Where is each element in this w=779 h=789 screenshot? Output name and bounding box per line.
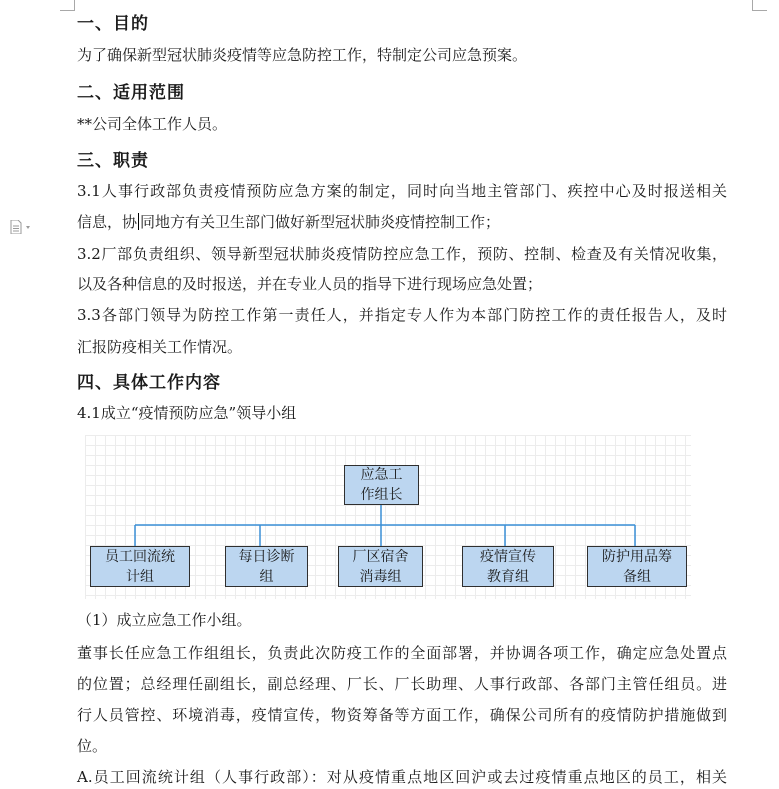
text-cursor — [138, 213, 139, 230]
document-options-icon[interactable] — [10, 219, 34, 233]
group-a-line1: A.员工回流统计组（人事行政部）：对从疫情重点地区回沪或去过疫情重点地区的员工，相关 — [77, 768, 727, 786]
org-node-label: 每日诊断 组 — [238, 548, 295, 585]
paragraph-line3: 行人员管控、环境消毒，疫情宣传，物资筹备等方面工作，确保公司所有的疫情防护措施做到 — [77, 706, 727, 724]
section-2-heading: 二、适用范围 — [77, 83, 185, 103]
paragraph-line2: 的位置；总经理任副组长，副总经理、厂长、厂长助理、人事行政部、各部门主管任组员。进 — [77, 675, 727, 693]
section-2-text: **公司全体工作人员。 — [77, 115, 228, 133]
org-node-label: 防护用品筹 备组 — [602, 548, 672, 585]
org-node-label: 疫情宣传 教育组 — [480, 548, 536, 585]
chevron-down-icon — [26, 226, 30, 229]
duty-3-3-line1: 3.3各部门领导为防控工作第一责任人，并指定专人作为本部门防控工作的责任报告人，及时 — [77, 306, 727, 324]
duty-3-2-line1: 3.2厂部负责组织、领导新型冠状肺炎疫情防控应急工作，预防、控制、检查及有关情况收集， — [77, 245, 727, 263]
org-node-protective-supplies[interactable] — [587, 546, 687, 587]
duty-3-1-line1: 3.1人事行政部负责疫情预防应急方案的制定，同时向当地主管部门、疾控中心及时报送相关 — [77, 182, 727, 200]
duty-3-1-line2-part1: 信息，协 — [77, 213, 138, 231]
document-icon — [10, 220, 34, 234]
paragraph-line1: 董事长任应急工作组组长，负责此次防疫工作的全面部署，并协调各项工作，确定应急处置点 — [77, 644, 727, 662]
org-node-return-stats[interactable] — [90, 546, 190, 587]
org-chart[interactable] — [85, 435, 691, 599]
subsection-1-heading: （1）成立应急工作小组。 — [77, 611, 252, 629]
duty-3-3-line2: 汇报防疫相关工作情况。 — [77, 338, 243, 356]
duty-3-1-line2-part2: 同地方有关卫生部门做好新型冠状肺炎疫情控制工作； — [140, 213, 501, 231]
org-node-daily-diagnosis[interactable] — [225, 546, 308, 587]
duty-3-2-line2: 以及各种信息的及时报送，并在专业人员的指导下进行现场应急处置； — [77, 275, 543, 293]
section-1-text: 为了确保新型冠状肺炎疫情等应急防控工作，特制定公司应急预案。 — [77, 46, 528, 64]
org-node-root-label: 应急工 作组长 — [360, 467, 403, 503]
org-node-publicity-education[interactable] — [462, 546, 554, 587]
org-node-label: 员工回流统 计组 — [105, 548, 175, 585]
org-node-label: 厂区宿舍 消毒组 — [352, 548, 409, 585]
section-1-heading: 一、目的 — [77, 14, 149, 34]
paragraph-line4: 位。 — [77, 737, 108, 755]
org-node-root[interactable] — [344, 465, 419, 505]
section-4-heading: 四、具体工作内容 — [77, 373, 221, 393]
crop-mark-right — [752, 0, 767, 11]
crop-mark-left — [60, 0, 75, 11]
org-node-dorm-disinfection[interactable] — [338, 546, 423, 587]
duty-3-1-line2 — [77, 212, 500, 232]
section-4-1-text: 4.1成立“疫情预防应急”领导小组 — [77, 404, 297, 422]
section-3-heading: 三、职责 — [77, 151, 149, 171]
